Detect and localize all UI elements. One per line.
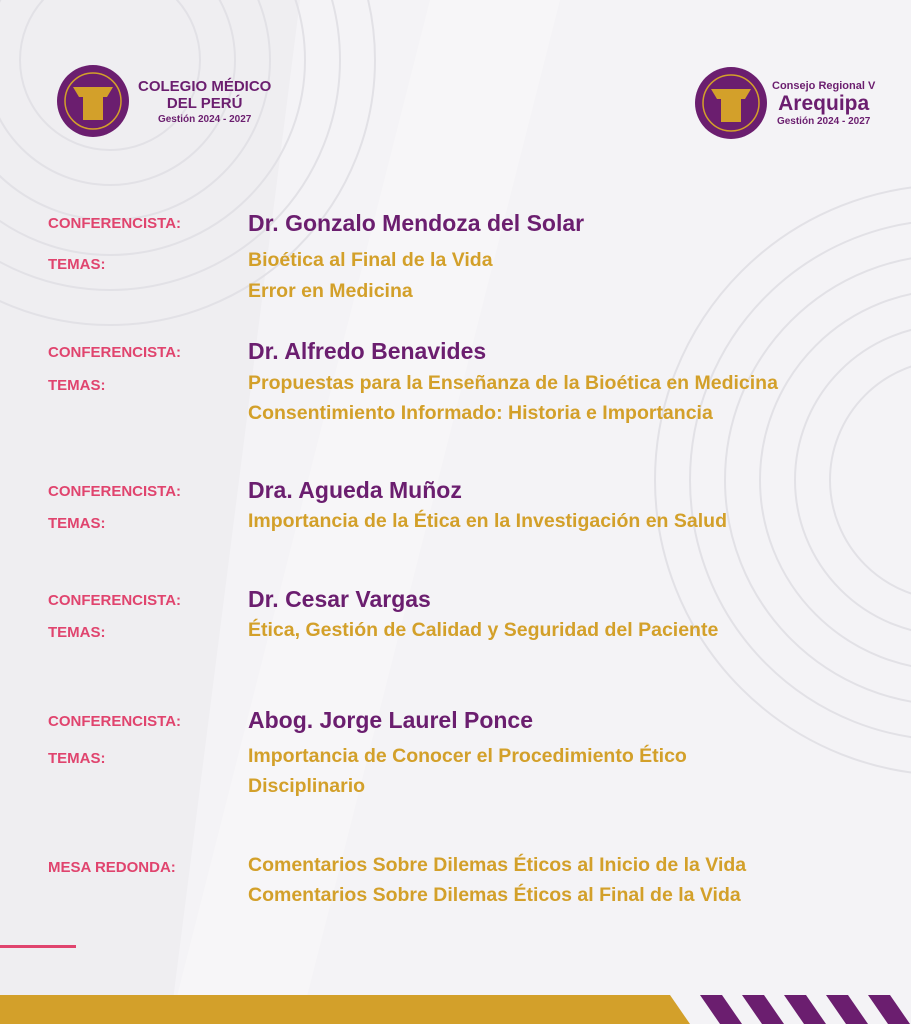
- topic: Comentarios Sobre Dilemas Éticos al Final de la Vida: [248, 884, 741, 906]
- topics-label: TEMAS:: [48, 515, 106, 532]
- logo-right-line-3: Gestión 2024 - 2027: [776, 115, 871, 127]
- logo-line-3: Gestión 2024 - 2027: [157, 113, 252, 125]
- emblem-icon: [56, 64, 130, 138]
- speaker-label: CONFERENCISTA:: [48, 592, 182, 609]
- topic: Propuestas para la Enseñanza de la Bioética en Medicina: [248, 372, 778, 394]
- accent-line: [0, 945, 76, 948]
- topic: Error en Medicina: [248, 280, 413, 302]
- colegio-medico-logo: [56, 64, 271, 138]
- logo-line-1: COLEGIO MÉDICO: [138, 77, 272, 95]
- speaker-label: CONFERENCISTA:: [48, 483, 182, 500]
- logo-right-line-2: Arequipa: [778, 91, 870, 115]
- speaker-label: CONFERENCISTA:: [48, 344, 182, 361]
- topics-label: TEMAS:: [48, 256, 106, 273]
- speaker-name: Dra. Agueda Muñoz: [248, 477, 462, 503]
- topic: Importancia de la Ética en la Investigación en Salud: [248, 510, 727, 532]
- topics-label: TEMAS:: [48, 377, 106, 394]
- consejo-regional-logo: [694, 66, 875, 140]
- speaker-label: CONFERENCISTA:: [48, 713, 182, 730]
- speaker-name: Dr. Cesar Vargas: [248, 586, 431, 612]
- topic: Ética, Gestión de Calidad y Seguridad del Paciente: [248, 619, 719, 641]
- speaker-name: Dr. Alfredo Benavides: [248, 338, 487, 364]
- topics-label: TEMAS:: [48, 624, 106, 641]
- topic: Consentimiento Informado: Historia e Importancia: [248, 402, 713, 424]
- speaker-name: Abog. Jorge Laurel Ponce: [248, 707, 533, 733]
- logo-right-line-1: Consejo Regional V: [772, 79, 876, 92]
- topic: Importancia de Conocer el Procedimiento Ético: [248, 745, 687, 767]
- speaker-label: CONFERENCISTA:: [48, 215, 182, 232]
- emblem-icon: [694, 66, 768, 140]
- logo-line-2: DEL PERÚ: [166, 94, 243, 112]
- roundtable-label: MESA REDONDA:: [48, 859, 176, 876]
- topic: Comentarios Sobre Dilemas Éticos al Inicio de la Vida: [248, 854, 747, 876]
- topic: Disciplinario: [248, 775, 366, 797]
- bottom-stripe-bar: [0, 995, 911, 1024]
- topic: Bioética al Final de la Vida: [248, 249, 493, 271]
- topics-label: TEMAS:: [48, 750, 106, 767]
- speaker-name: Dr. Gonzalo Mendoza del Solar: [248, 210, 585, 236]
